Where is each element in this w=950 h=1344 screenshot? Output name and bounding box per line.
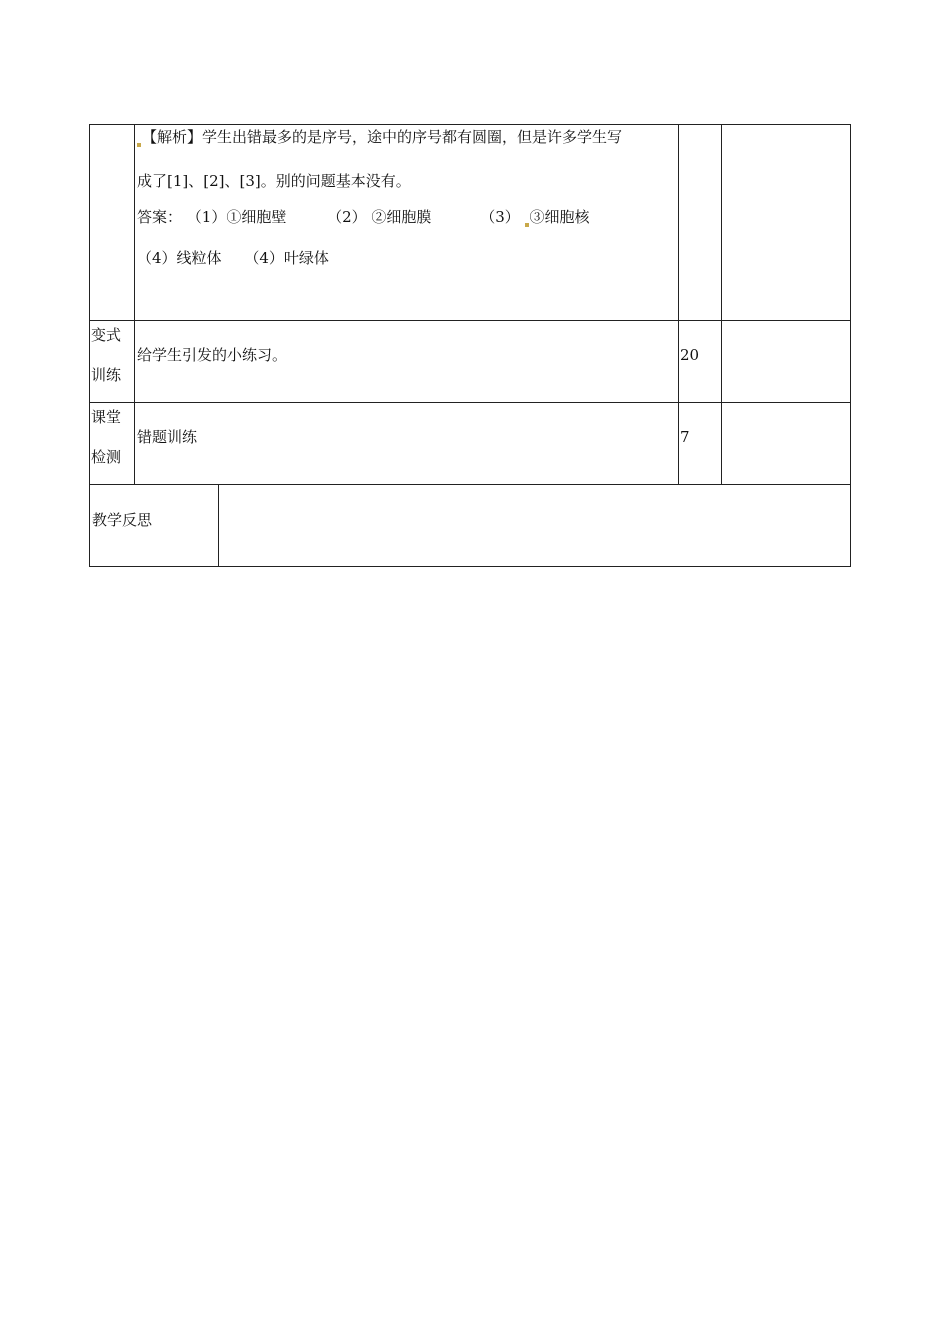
row2-content-cell <box>134 320 679 403</box>
row4-label: 教学反思 <box>92 511 153 529</box>
row2-label-cell <box>89 320 135 403</box>
analysis-line-1 <box>137 127 622 147</box>
row4-content-cell <box>218 484 851 567</box>
row2-time-cell <box>678 320 722 403</box>
answer-2: （2） ②细胞膜 <box>327 208 432 226</box>
row2-notes-cell <box>721 320 851 403</box>
answer-4a: （4）线粒体 <box>137 249 222 267</box>
row4-label-cell <box>89 484 219 567</box>
row2-label-1: 变式 <box>91 326 122 344</box>
answer-1: （1）①细胞壁 <box>186 208 287 226</box>
row3-time: 7 <box>680 428 690 446</box>
row3-notes-cell <box>721 402 851 485</box>
row3-time-cell <box>678 402 722 485</box>
answer-line <box>137 207 590 227</box>
row3-content: 错题训练 <box>137 428 198 446</box>
lesson-plan-table <box>89 124 851 567</box>
analysis-line-2: 成了[1]、[2]、[3]。别的问题基本没有。 <box>137 172 411 190</box>
row1-notes-cell <box>721 124 851 321</box>
row3-label-1: 课堂 <box>91 408 122 426</box>
row1-content-cell <box>134 124 679 321</box>
row3-content-cell <box>134 402 679 485</box>
answer-label: 答案： <box>137 208 183 226</box>
edit-mark-icon <box>137 143 141 147</box>
row1-label-cell <box>89 124 135 321</box>
answer-3: ③细胞核 <box>529 208 590 226</box>
edit-mark-icon <box>525 223 529 227</box>
answer-3-prefix: （3） <box>480 208 520 226</box>
answer-line-2 <box>137 248 329 268</box>
row2-label-2: 训练 <box>91 366 122 384</box>
row3-label-2: 检测 <box>91 448 122 466</box>
row2-content: 给学生引发的小练习。 <box>137 346 288 364</box>
analysis-text-1: 【解析】学生出错最多的是序号，途中的序号都有圆圈，但是许多学生写 <box>142 128 623 146</box>
row3-label-cell <box>89 402 135 485</box>
row2-time: 20 <box>680 346 700 364</box>
answer-4b: （4）叶绿体 <box>244 249 329 267</box>
row1-time-cell <box>678 124 722 321</box>
